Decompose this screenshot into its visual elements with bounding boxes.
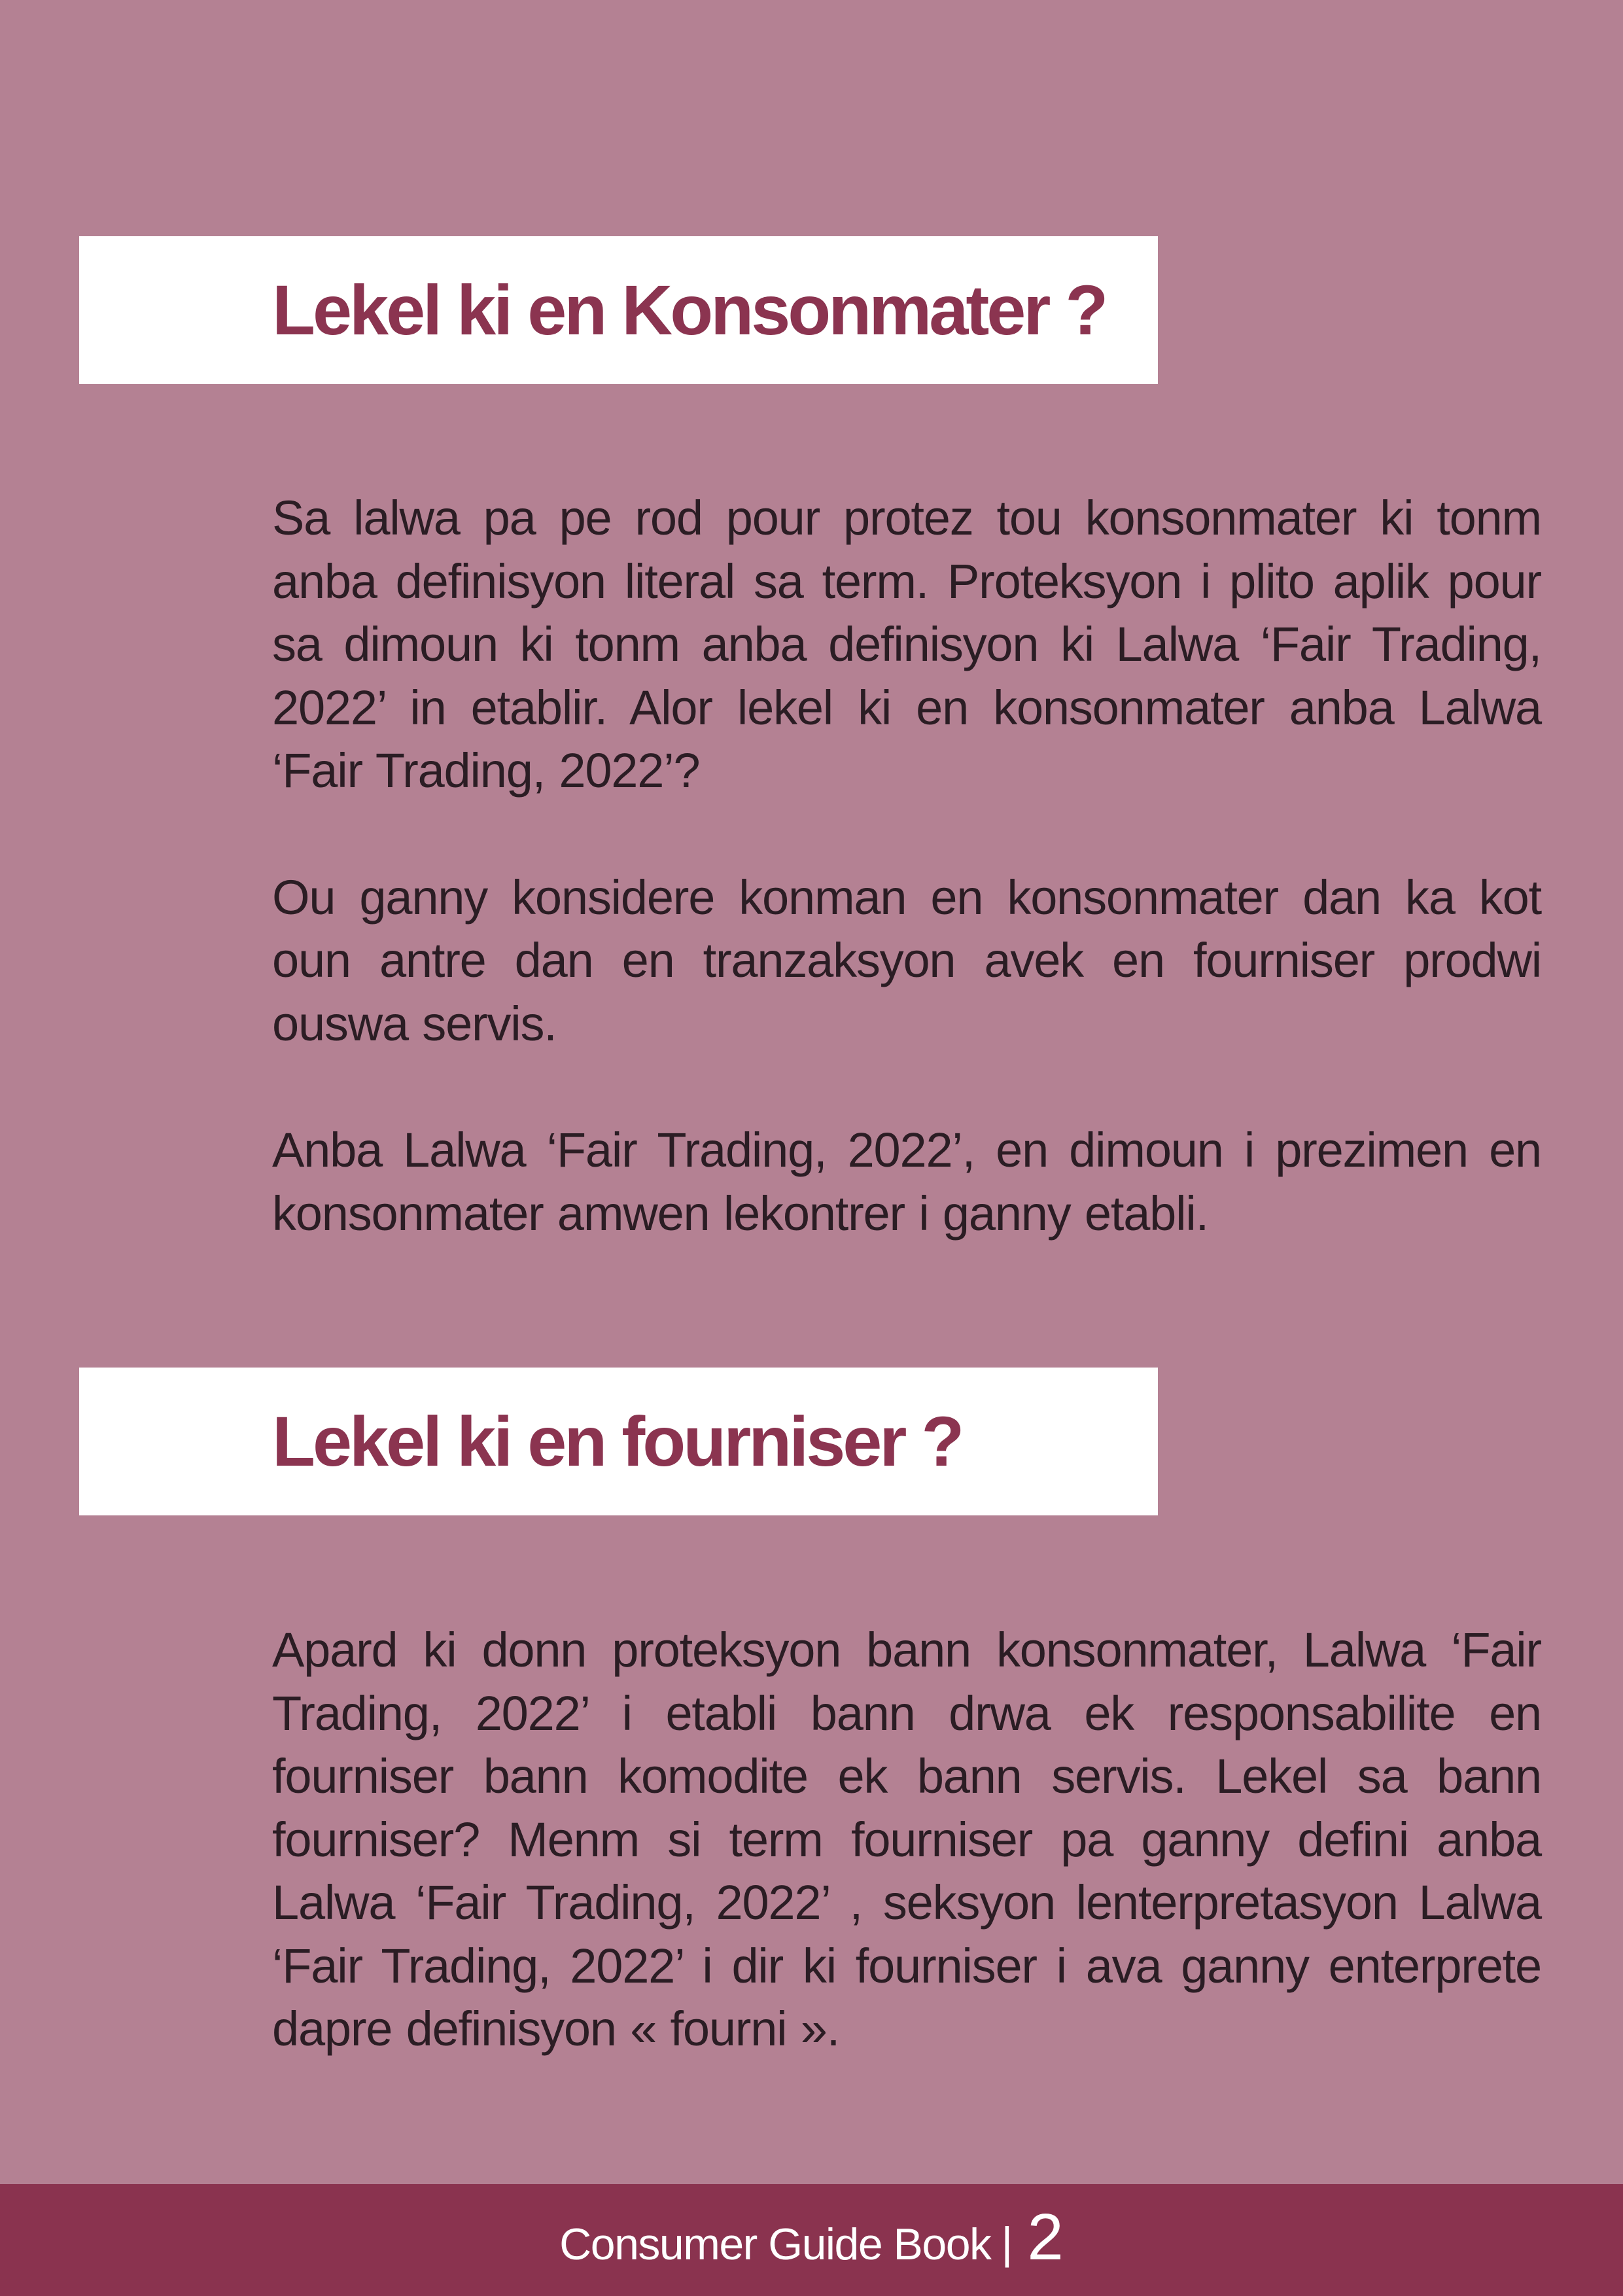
section-heading-konsonmater: Lekel ki en Konsonmater ? <box>272 270 1106 349</box>
section-body-fourniser <box>272 1619 1541 2061</box>
footer-separator: | <box>1001 2217 1013 2268</box>
section-heading-box-fourniser <box>79 1368 1158 1515</box>
section-body-konsonmater <box>272 487 1541 1245</box>
paragraph: Apard ki donn proteksyon bann konsonmater, Lalwa ‘Fair Trading, 2022’ i etabli bann drwa ek responsabilite en fourniser bann komodite ek bann servis. Lekel sa bann fourniser? Menm si term fourniser pa ganny defini anba Lalwa ‘Fair Trading, 2022’ , seksyon lenterpretasyon Lalwa ‘Fair Trading, 2022’ i dir ki fourniser i ava ganny enterprete dapre definisyon « fourni ». <box>272 1623 1541 2056</box>
paragraph: Ou ganny konsidere konman en konsonmater dan ka kot oun antre dan en tranzaksyon avek en fourniser prodwi ouswa servis. <box>272 870 1541 1051</box>
paragraph: Anba Lalwa ‘Fair Trading, 2022’, en dimoun i prezimen en konsonmater amwen lekontrer i ganny etabli. <box>272 1123 1541 1241</box>
page-number: 2 <box>1027 2200 1064 2274</box>
section-heading-box-konsonmater <box>79 236 1158 384</box>
footer-title: Consumer Guide Book <box>559 2219 991 2269</box>
section-heading-fourniser: Lekel ki en fourniser ? <box>272 1402 962 1481</box>
page-footer <box>0 2184 1623 2296</box>
paragraph: Sa lalwa pa pe rod pour protez tou konsonmater ki tonm anba definisyon literal sa term. Proteksyon i plito aplik pour sa dimoun ki tonm anba definisyon ki Lalwa ‘Fair Trading, 2022’ in etablir. Alor lekel ki en konsonmater anba Lalwa ‘Fair Trading, 2022’? <box>272 491 1541 798</box>
